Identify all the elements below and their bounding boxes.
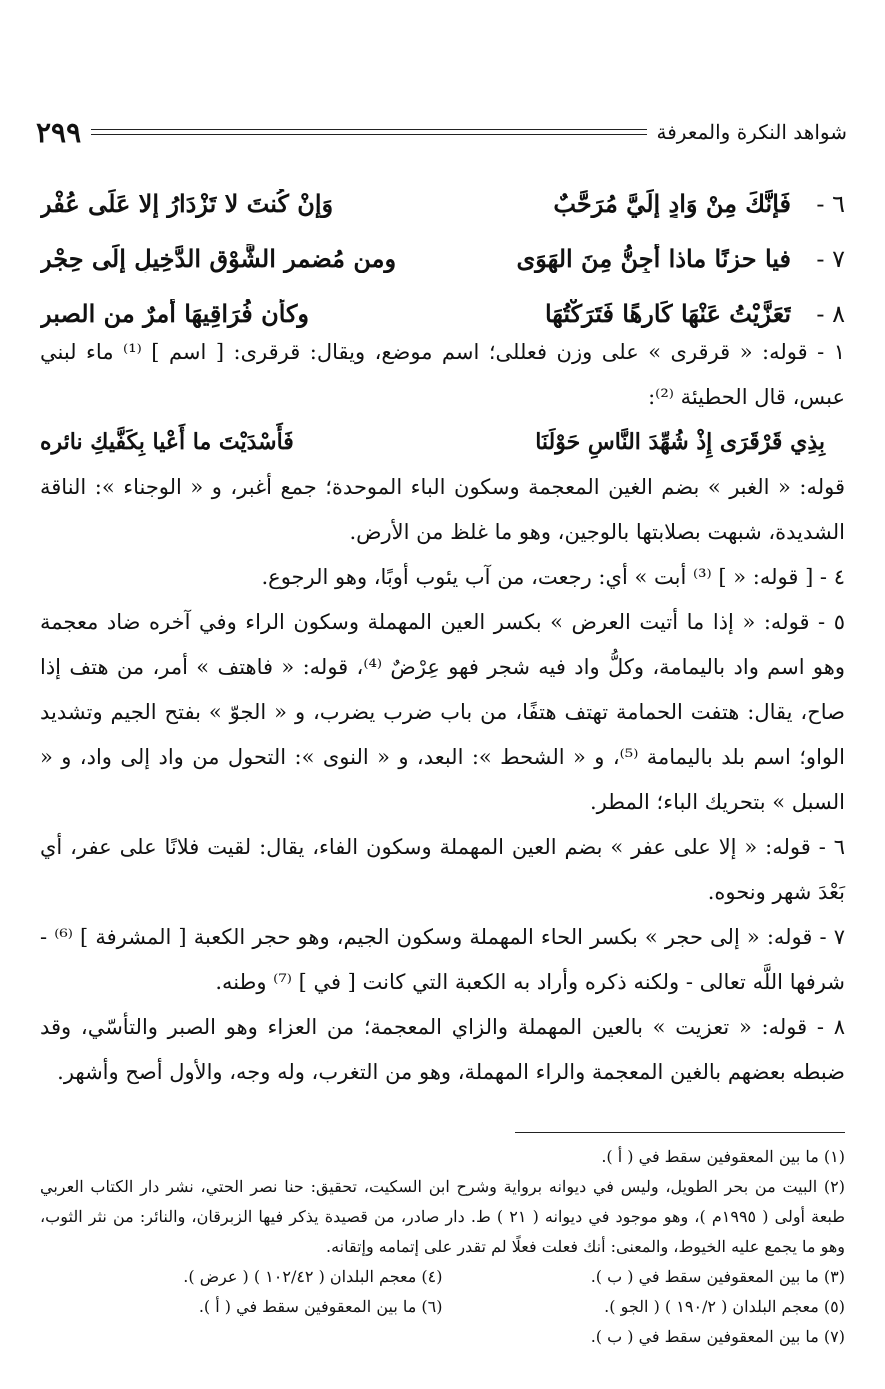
verse-row: [40, 231, 845, 286]
verse-first-hemistich: تَعَزَّيْتُ عَنْهَا كَارِهًا فَتَرَكْتُهَا: [544, 299, 791, 328]
verse-number: ٦ -: [816, 189, 845, 218]
commentary-paragraph: قوله: « الغبر » بضم الغين المعجمة وسكون الباء الموحدة؛ جمع أغبر، و « الوجناء »: الناقة الشديدة، شبهت بصلابتها بالوجين، وهو ما غلظ من الأرض.: [40, 475, 845, 544]
page-header: [36, 114, 847, 150]
footnote: (٤) معجم البلدان ( ١٠٢/٤٢ ) ( عرض ).: [183, 1267, 443, 1286]
footnote-separator: [515, 1132, 845, 1133]
verse-row: [40, 176, 845, 231]
header-rule: [91, 129, 646, 135]
verse-first-hemistich: فيا حزنًا ماذا أُجِنُّ مِنَ الهَوَى: [516, 244, 791, 273]
commentary-paragraph: ٨ - قوله: « تعزيت » بالعين المهملة والزاي المعجمة؛ من العزاء وهو الصبر والتأسّي، وقد ضبطه بعضهم بالغين المعجمة والراء المهملة، وهو من التغرب، وله وجه، والأول أصح وأشهر.: [40, 1015, 845, 1084]
running-title: شواهد النكرة والمعرفة: [656, 120, 847, 144]
verse-second-hemistich: وكأن فُرَاقِيهَا أمرٌ من الصبرِ: [40, 299, 310, 328]
footnote: (٧) ما بين المعقوفين سقط في ( ب ).: [590, 1327, 845, 1346]
quoted-verse: [40, 420, 845, 465]
verse-number: ٨ -: [816, 299, 845, 328]
verse-second-hemistich: وَإنْ كُنتَ لا تَزْدَارُ إلا عَلَى عُفْرِ: [40, 189, 334, 218]
commentary-paragraph: ٦ - قوله: « إلا على عفر » بضم العين المهملة وسكون الفاء، يقال: لقيت فلانًا على عفر، أي بَعْدَ شهر ونحوه.: [40, 835, 845, 904]
commentary-body: [40, 330, 845, 1095]
footnotes: [40, 1142, 845, 1352]
verse-first-hemistich: فَإنَّكَ مِنْ وَادٍ إلَيَّ مُرَحَّبٌ: [553, 189, 791, 218]
footnote: (١) ما بين المعقوفين سقط في ( أ ).: [601, 1147, 845, 1166]
verses-block: [40, 176, 845, 341]
commentary-paragraph: ١ - قوله: « قرقرى » على وزن فعللى؛ اسم موضع، ويقال: قرقرى: [ اسم ] ⁽¹⁾ ماء لبني عبس، قال الحطيئة ⁽²⁾:: [40, 340, 845, 409]
quoted-verse-first: بِذِي قَرْقَرَى إِذْ شُهِّدَ النَّاسِ حَوْلَنَا: [535, 429, 825, 455]
quoted-verse-second: فَأَسْدَيْتَ ما أَعْيا بِكَفَّيكِ نائره: [40, 429, 294, 455]
footnote-pair: [40, 1292, 845, 1322]
footnote: (٦) ما بين المعقوفين سقط في ( أ ).: [198, 1297, 443, 1316]
footnote-pair: [40, 1262, 845, 1292]
verse-second-hemistich: ومن مُضمرِ الشَّوْقِ الدَّخِيلِ إِلَى حِجْرِ: [40, 244, 397, 273]
commentary-paragraph: ٧ - قوله: « إلى حجر » بكسر الحاء المهملة وسكون الجيم، وهو حجر الكعبة [ المشرفة ] ⁽⁶⁾ - شرفها اللَّه تعالى - ولكنه ذكره وأراد به الكعبة التي كانت [ في ] ⁽⁷⁾ وطنه.: [40, 925, 846, 994]
verse-number: ٧ -: [816, 244, 845, 273]
page-number: ٢٩٩: [36, 115, 82, 149]
commentary-paragraph: ٤ - [ قوله: « ] ⁽³⁾ أبت » أي: رجعت، من آب يئوب أوبًا، وهو الرجوع.: [261, 565, 845, 589]
footnote: (٥) معجم البلدان ( ١٩٠/٢ ) ( الجو ).: [604, 1297, 845, 1316]
footnote: (٢) البيت من بحر الطويل، وليس في ديوانه برواية وشرح ابن السكيت، تحقيق: حنا نصر الحتي، نشر دار الكتاب العربي طبعة أولى ( ١٩٩٥م )، وهو موجود في ديوانه ( ٢١ ) ط. دار صادر، من قصيدة يذكر فيها الزبرقان، والنائر: من نثر الثوب، وهو ما يجمع عليه الخيوط، والمعنى: أنك فعلت فعلًا لم تقدر على إتمامه وإتقانه.: [40, 1177, 845, 1256]
commentary-paragraph: ٥ - قوله: « إذا ما أتيت العرض » بكسر العين المهملة وسكون الراء وفي آخره ضاد معجمة وهو اسم واد باليمامة، وكلُّ واد فيه شجر فهو عِرْضٌ ⁽⁴⁾، قوله: « فاهتف » أمر، من هتف إذا صاح، يقال: هتفت الحمامة تهتف هتفًا، من باب ضرب يضرب، و « الجوّ » بفتح الجيم وتشديد الواو؛ اسم بلد باليمامة ⁽⁵⁾، و « الشحط »: البعد، و « النوى »: التحول من واد إلى واد، و « السبل » بتحريك الباء؛ المطر.: [40, 610, 846, 814]
footnote: (٣) ما بين المعقوفين سقط في ( ب ).: [590, 1267, 845, 1286]
